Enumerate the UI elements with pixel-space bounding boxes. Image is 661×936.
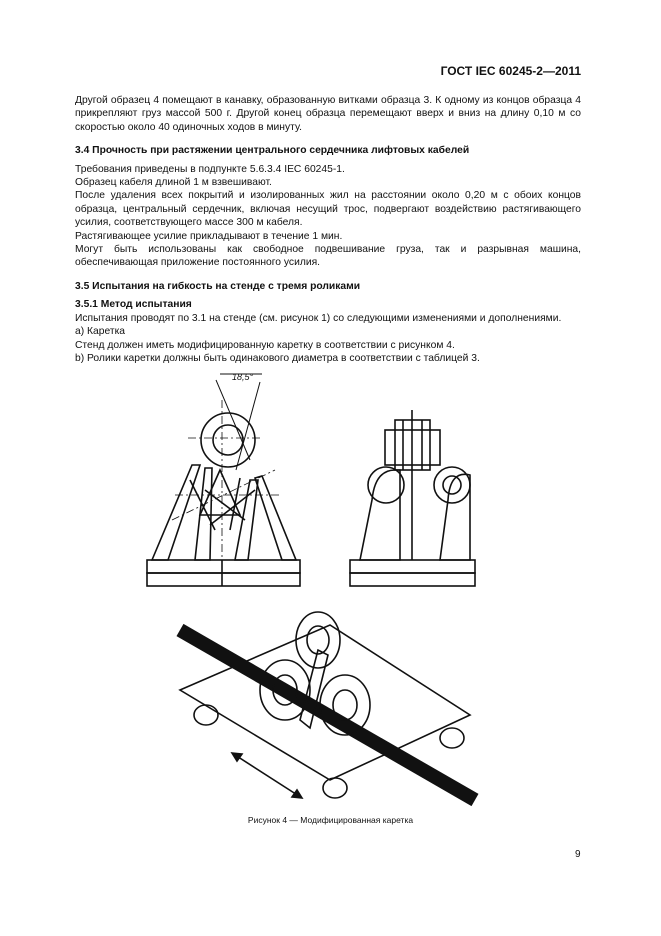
side-view-drawing (350, 410, 475, 586)
paragraph: Образец кабеля длиной 1 м взвешивают. (75, 177, 272, 189)
page-number: 9 (575, 849, 581, 860)
document-header: ГОСТ IEC 60245-2—2011 (440, 64, 581, 78)
section-heading-3-5-1: 3.5.1 Метод испытания (75, 299, 192, 311)
paragraph: Другой образец 4 помещают в канавку, образованную витками образца 3. К одному из концов образца 4 прикрепляют груз массой 500 г. Другой конец образца перемещают вверх и вниз на длину 0,10 м со скоростью около 40 одиночных ходов в минуту. (75, 95, 581, 133)
section-heading-3-5: 3.5 Испытания на гибкость на стенде с тремя роликами (75, 280, 361, 292)
list-item: b) Ролики каретки должны быть одинакового диаметра в соответствии с таблицей 3. (75, 352, 480, 364)
body-text (75, 94, 581, 365)
angle-dimension-label: 18,5° (232, 372, 254, 382)
paragraph: Стенд должен иметь модифицированную каретку в соответствии с рисунком 4. (75, 339, 455, 351)
paragraph: Требования приведены в подпункте 5.6.3.4 IEC 60245-1. (75, 163, 345, 175)
section-heading-3-4: 3.4 Прочность при растяжении центрального сердечника лифтовых кабелей (75, 145, 470, 157)
paragraph: Могут быть использованы как свободное подвешивание груза, так и разрывная машина, обеспечивающая приложение постоянного усилия. (75, 244, 581, 269)
list-item: а) Каретка (75, 326, 126, 338)
figure-caption: Рисунок 4 — Модифицированная каретка (247, 815, 414, 825)
front-view-drawing (147, 374, 300, 586)
figure-4-drawings (0, 360, 661, 810)
paragraph: После удаления всех покрытий и изолированных жил на расстоянии около 0,20 м с обоих концов образца, центральный сердечник, включая несущий трос, подвергают воздействию растягивающего усилия, соответствующего массе 300 м кабеля. (75, 190, 581, 229)
paragraph: Испытания проводят по 3.1 на стенде (см. рисунок 1) со следующими изменениями и дополнениями. (75, 312, 562, 324)
isometric-carriage-drawing (180, 612, 475, 800)
paragraph: Растягивающее усилие прикладывают в течение 1 мин. (75, 230, 343, 242)
